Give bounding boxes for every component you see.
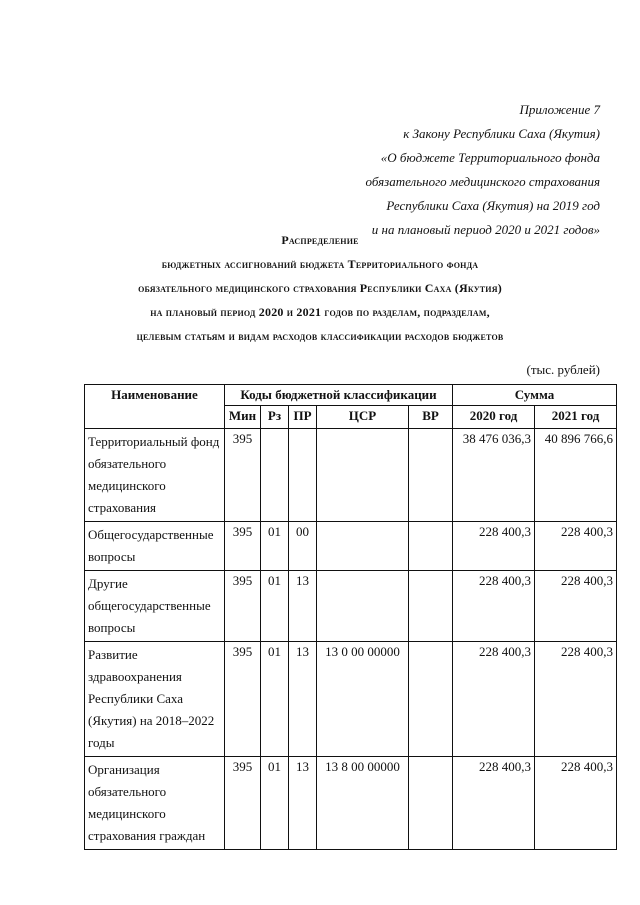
title-line: на плановый период 2020 и 2021 годов по разделам, подразделам, bbox=[150, 305, 490, 319]
table-row bbox=[85, 571, 617, 642]
header-sum: Сумма bbox=[453, 385, 617, 406]
row-vr bbox=[409, 571, 453, 642]
row-2020: 228 400,3 bbox=[453, 571, 535, 642]
row-csr bbox=[317, 429, 409, 522]
row-2020: 228 400,3 bbox=[453, 522, 535, 571]
row-min: 395 bbox=[225, 757, 261, 850]
table-row bbox=[85, 757, 617, 850]
row-pr: 00 bbox=[289, 522, 317, 571]
row-pr: 13 bbox=[289, 642, 317, 757]
row-min: 395 bbox=[225, 642, 261, 757]
header-min: Мин bbox=[225, 406, 261, 429]
header-row bbox=[85, 385, 617, 406]
row-2021: 228 400,3 bbox=[535, 757, 617, 850]
title-line: бюджетных ассигнований бюджета Территориального фонда bbox=[161, 257, 479, 271]
header-rz: Рз bbox=[261, 406, 289, 429]
appendix-line: к Закону Республики Саха (Якутия) bbox=[403, 126, 600, 141]
title-line: Распределение bbox=[281, 233, 359, 247]
row-min: 395 bbox=[225, 522, 261, 571]
unit-label: (тыс. рублей) bbox=[526, 362, 600, 377]
row-csr: 13 8 00 00000 bbox=[317, 757, 409, 850]
header-2020: 2020 год bbox=[453, 406, 535, 429]
row-2020: 38 476 036,3 bbox=[453, 429, 535, 522]
header-pr: ПР bbox=[289, 406, 317, 429]
row-pr: 13 bbox=[289, 757, 317, 850]
appendix-line: и на плановый период 2020 и 2021 годов» bbox=[371, 222, 600, 237]
row-csr bbox=[317, 571, 409, 642]
row-name: Территориальный фонд обязательного медицинского страхования bbox=[85, 429, 225, 522]
row-vr bbox=[409, 522, 453, 571]
header-name: Наименование bbox=[85, 385, 225, 429]
row-name: Другие общегосударственные вопросы bbox=[85, 571, 225, 642]
document-title bbox=[0, 228, 640, 348]
row-rz: 01 bbox=[261, 642, 289, 757]
row-name: Развитие здравоохранения Республики Саха (Якутия) на 2018–2022 годы bbox=[85, 642, 225, 757]
row-2020: 228 400,3 bbox=[453, 757, 535, 850]
header-csr: ЦСР bbox=[317, 406, 409, 429]
row-rz bbox=[261, 429, 289, 522]
appendix-line: обязательного медицинского страхования bbox=[365, 174, 600, 189]
row-vr bbox=[409, 757, 453, 850]
appendix-line: Республики Саха (Якутия) на 2019 год bbox=[386, 198, 600, 213]
row-2021: 40 896 766,6 bbox=[535, 429, 617, 522]
table-row bbox=[85, 522, 617, 571]
row-name: Общегосударственные вопросы bbox=[85, 522, 225, 571]
appendix-line: «О бюджете Территориального фонда bbox=[380, 150, 600, 165]
row-min: 395 bbox=[225, 571, 261, 642]
header-codes: Коды бюджетной классификации bbox=[225, 385, 453, 406]
row-csr bbox=[317, 522, 409, 571]
table-row bbox=[85, 429, 617, 522]
row-rz: 01 bbox=[261, 757, 289, 850]
budget-table bbox=[84, 384, 617, 850]
row-vr bbox=[409, 429, 453, 522]
row-rz: 01 bbox=[261, 571, 289, 642]
row-csr: 13 0 00 00000 bbox=[317, 642, 409, 757]
row-vr bbox=[409, 642, 453, 757]
header-2021: 2021 год bbox=[535, 406, 617, 429]
row-2021: 228 400,3 bbox=[535, 642, 617, 757]
header-vr: ВР bbox=[409, 406, 453, 429]
row-min: 395 bbox=[225, 429, 261, 522]
title-line: целевым статьям и видам расходов классификации расходов бюджетов bbox=[136, 329, 504, 343]
row-2021: 228 400,3 bbox=[535, 522, 617, 571]
appendix-line: Приложение 7 bbox=[519, 102, 600, 117]
row-pr bbox=[289, 429, 317, 522]
table-row bbox=[85, 642, 617, 757]
row-rz: 01 bbox=[261, 522, 289, 571]
row-name: Организация обязательного медицинского страхования граждан bbox=[85, 757, 225, 850]
row-pr: 13 bbox=[289, 571, 317, 642]
appendix-block bbox=[366, 98, 600, 242]
row-2020: 228 400,3 bbox=[453, 642, 535, 757]
title-line: обязательного медицинского страхования Республики Саха (Якутия) bbox=[138, 281, 502, 295]
row-2021: 228 400,3 bbox=[535, 571, 617, 642]
